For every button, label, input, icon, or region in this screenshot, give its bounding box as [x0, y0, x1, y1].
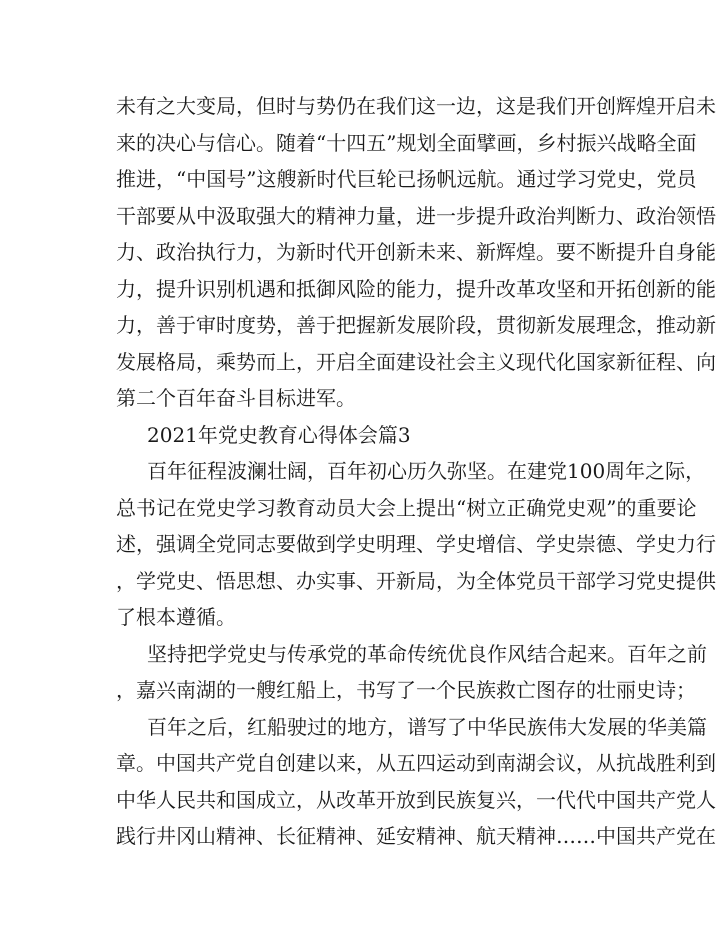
text-line: 力、政治执行力，为新时代开创新未来、新辉煌。要不断提升自身能: [116, 240, 716, 264]
text-line: 总书记在党史学习教育动员大会上提出“树立正确党史观”的重要论: [116, 495, 697, 520]
section-heading: 2021年党史教育心得体会篇3: [147, 422, 411, 447]
text-line: 推进，“中国号”这艘新时代巨轮已扬帆远航。通过学习党史，党员: [116, 167, 697, 191]
document-body: [116, 88, 716, 855]
text-line: ，嘉兴南湖的一艘红船上，书写了一个民族救亡图存的壮丽史诗；: [116, 678, 696, 702]
text-line: 百年征程波澜壮阔，百年初心历久弥坚。在建党100周年之际，: [147, 459, 706, 483]
text-line: 力，提升识别机遇和抵御风险的能力，提升改革攻坚和开拓创新的能: [116, 276, 716, 301]
text-line: 百年之后，红船驶过的地方，谱写了中华民族伟大发展的华美篇: [147, 714, 707, 739]
text-line: 来的决心与信心。随着“十四五”规划全面擘画，乡村振兴战略全面: [116, 130, 697, 155]
text-line: 第二个百年奋斗目标进军。: [116, 386, 356, 410]
text-line: 未有之大变局，但时与势仍在我们这一边，这是我们开创辉煌开启未: [116, 94, 716, 118]
text-line: 了根本遵循。: [116, 605, 236, 629]
text-line: 力，善于审时度势，善于把握新发展阶段，贯彻新发展理念，推动新: [116, 313, 716, 337]
text-line: 坚持把学党史与传承党的革命传统优良作风结合起来。百年之前: [147, 641, 707, 666]
text-line: 述，强调全党同志要做到学史明理、学史增信、学史崇德、学史力行: [116, 532, 716, 556]
text-line: 践行井冈山精神、长征精神、延安精神、航天精神……中国共产党在: [116, 824, 716, 848]
text-line: 中华人民共和国成立，从改革开放到民族复兴，一代代中国共产党人: [116, 787, 716, 812]
text-line: 干部要从中汲取强大的精神力量，进一步提升政治判断力、政治领悟: [116, 203, 716, 228]
text-line: ，学党史、悟思想、办实事、开新局，为全体党员干部学习党史提供: [116, 568, 716, 593]
text-line: 发展格局，乘势而上，开启全面建设社会主义现代化国家新征程、向: [116, 349, 716, 374]
text-line: 章。中国共产党自创建以来，从五四运动到南湖会议，从抗战胜利到: [116, 751, 716, 775]
